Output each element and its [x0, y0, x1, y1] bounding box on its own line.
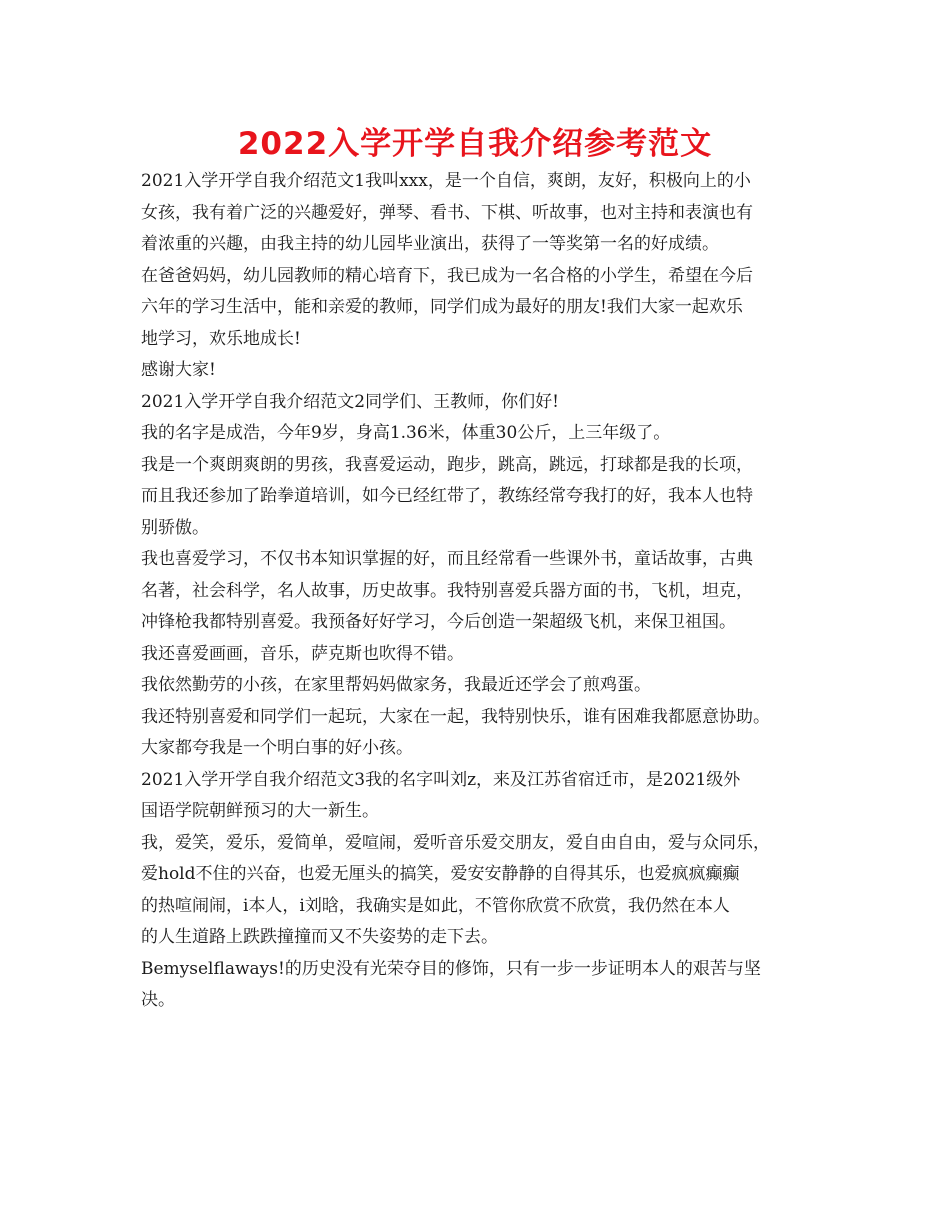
text-line: 女孩，我有着广泛的兴趣爱好，弹琴、看书、下棋、听故事，也对主持和表演也有 [141, 202, 753, 223]
text-line: 的热喧闹闹，i本人，i刘晗，我确实是如此，不管你欣赏不欣赏，我仍然在本人 [141, 895, 730, 916]
document-title: 2022入学开学自我介绍参考范文 [237, 126, 713, 162]
text-line: 我是一个爽朗爽朗的男孩，我喜爱运动，跑步，跳高，跳远，打球都是我的长项， [141, 454, 753, 475]
text-line: 国语学院朝鲜预习的大一新生。 [141, 801, 379, 821]
text-line: 我的名字是成浩，今年9岁，身高1.36米，体重30公斤，上三年级了。 [141, 423, 671, 443]
text-line: 六年的学习生活中，能和亲爱的教师，同学们成为最好的朋友!我们大家一起欢乐 [141, 297, 743, 317]
text-line: 我还特别喜爱和同学们一起玩，大家在一起，我特别快乐，谁有困难我都愿意协助。 [141, 706, 770, 727]
text-line: 别骄傲。 [141, 517, 209, 538]
text-line: 着浓重的兴趣，由我主持的幼儿园毕业演出，获得了一等奖第一名的好成绩。 [141, 234, 719, 254]
text-line: 名著，社会科学，名人故事，历史故事。我特别喜爱兵器方面的书，飞机，坦克， [141, 580, 753, 601]
document-body [141, 166, 821, 1017]
text-line: 而且我还参加了跆拳道培训，如今已经红带了，教练经常夸我打的好，我本人也特 [141, 486, 753, 506]
text-line: 2021入学开学自我介绍范文2同学们、王教师，你们好! [141, 391, 559, 412]
text-line: 2021入学开学自我介绍范文1我叫xxx，是一个自信，爽朗，友好，积极向上的小 [141, 171, 751, 191]
text-line: 爱hold不住的兴奋，也爱无厘头的搞笑，爱安安静静的自得其乐，也爱疯疯癫癫 [141, 864, 740, 884]
text-line: 我也喜爱学习，不仅书本知识掌握的好，而且经常看一些课外书，童话故事，古典 [141, 549, 753, 569]
text-line: 冲锋枪我都特别喜爱。我预备好好学习，今后创造一架超级飞机，来保卫祖国。 [141, 612, 736, 632]
text-line: 2021入学开学自我介绍范文3我的名字叫刘z，来及江苏省宿迁市，是2021级外 [141, 769, 741, 790]
text-line: 的人生道路上跌跌撞撞而又不失姿势的走下去。 [141, 927, 498, 947]
text-line: 感谢大家! [141, 360, 216, 380]
text-line: 大家都夸我是一个明白事的好小孩。 [141, 738, 413, 758]
text-line: 我，爱笑，爱乐，爱简单，爱喧闹，爱听音乐爱交朋友，爱自由自由，爱与众同乐， [141, 832, 770, 853]
text-line: 决。 [141, 990, 175, 1010]
text-line: Bemyselflaways!的历史没有光荣夺目的修饰，只有一步一步证明本人的艰苦与坚 [141, 958, 761, 979]
text-line: 在爸爸妈妈，幼儿园教师的精心培育下，我已成为一名合格的小学生，希望在今后 [141, 265, 753, 286]
text-line: 地学习，欢乐地成长! [141, 328, 301, 349]
text-line: 我还喜爱画画，音乐，萨克斯也吹得不错。 [141, 643, 464, 664]
text-line: 我依然勤劳的小孩，在家里帮妈妈做家务，我最近还学会了煎鸡蛋。 [141, 675, 651, 695]
